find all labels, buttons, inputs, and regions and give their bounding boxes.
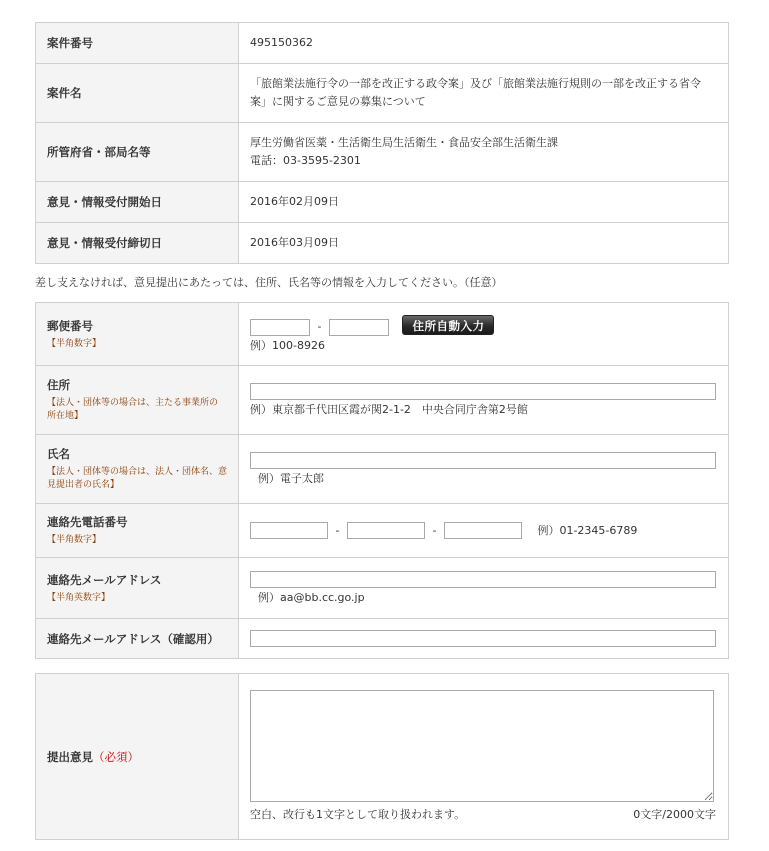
email-confirm-cell [239, 619, 729, 659]
tel-input-second[interactable] [347, 522, 425, 539]
address-note [47, 397, 227, 423]
address-note-line2: 所在地】 [47, 411, 84, 421]
required-mark: （必須） [93, 749, 139, 764]
opinion-header [36, 674, 239, 840]
name-label: 氏名 [47, 447, 70, 461]
deadline-row [36, 223, 729, 264]
case-title-label: 案件名 [36, 64, 239, 123]
email-header [36, 558, 239, 619]
case-title-line1: 「旅館業法施行令の一部を改正する政令案」及び「旅館業法施行規則の一部を改正する省令 [250, 77, 701, 90]
tel-input-first[interactable] [250, 522, 328, 539]
opinion-footer [250, 806, 716, 824]
address-label: 住所 [47, 378, 70, 392]
email-confirm-label: 連絡先メールアドレス（確認用） [36, 619, 239, 659]
address-note-line1: 【法人・団体等の場合は、主たる事業所の [47, 398, 219, 408]
ministry-row [36, 123, 729, 182]
address-header [36, 366, 239, 435]
ministry-label: 所管府省・部局名等 [36, 123, 239, 182]
start-date-label: 意見・情報受付開始日 [36, 182, 239, 223]
name-row [36, 435, 729, 504]
tel-row [36, 504, 729, 558]
start-date-row [36, 182, 729, 223]
submitter-info-table [35, 302, 729, 659]
start-date-value: 2016年02月09日 [239, 182, 729, 223]
zip-note: 【半角数字】 [47, 338, 102, 349]
tel-separator-1: - [335, 523, 340, 537]
name-note-line1: 【法人・団体等の場合は、法人・団体名、意 [47, 467, 228, 477]
email-confirm-row [36, 619, 729, 659]
email-label: 連絡先メールアドレス [47, 572, 162, 587]
opinion-hint: 空白、改行も1文字として取り扱われます。 [250, 807, 466, 821]
address-row [36, 366, 729, 435]
zip-header [36, 303, 239, 366]
opinion-cell [239, 674, 729, 840]
opinion-label: 提出意見 [47, 749, 93, 764]
tel-header [36, 504, 239, 558]
name-note [47, 466, 227, 492]
email-note: 【半角英数字】 [47, 592, 111, 603]
name-note-line2: 見提出者の氏名】 [47, 480, 120, 490]
email-example: 例）aa@bb.cc.go.jp [258, 590, 365, 604]
zip-label: 郵便番号 [47, 318, 93, 333]
opinion-textarea[interactable] [250, 690, 714, 802]
ministry-value [239, 123, 729, 182]
email-row [36, 558, 729, 619]
tel-label: 連絡先電話番号 [47, 515, 128, 529]
email-input[interactable] [250, 571, 716, 588]
name-header [36, 435, 239, 504]
email-confirm-input[interactable] [250, 630, 716, 647]
opinion-row [36, 674, 729, 840]
case-number-label: 案件番号 [36, 23, 239, 64]
name-input[interactable] [250, 452, 716, 469]
opinion-table [35, 673, 729, 840]
name-example: 例）電子太郎 [258, 471, 324, 485]
deadline-value: 2016年03月09日 [239, 223, 729, 264]
address-cell [239, 366, 729, 435]
zip-row [36, 303, 729, 366]
zip-cell [239, 303, 729, 366]
deadline-label: 意見・情報受付締切日 [36, 223, 239, 264]
auto-address-button[interactable]: 住所自動入力 [402, 315, 494, 335]
case-number-row [36, 23, 729, 64]
case-title-row [36, 64, 729, 123]
tel-example: 例）01-2345-6789 [537, 523, 638, 537]
tel-separator-2: - [432, 523, 437, 537]
intro-text: 差し支えなければ、意見提出にあたっては、住所、氏名等の情報を入力してください。（任意） [35, 276, 503, 289]
address-example: 例）東京都千代田区霞が関2-1-2 中央合同庁舎第2号館 [250, 402, 528, 416]
name-cell [239, 435, 729, 504]
tel-note: 【半角数字】 [47, 535, 102, 545]
case-title-line2: 案」に関するご意見の募集について [250, 95, 426, 108]
email-cell [239, 558, 729, 619]
zip-example: 例）100-8926 [250, 339, 325, 352]
address-input[interactable] [250, 383, 716, 400]
case-info-table [35, 22, 729, 264]
ministry-phone: 電話：03-3595-2301 [250, 154, 361, 167]
char-counter: 0文字/2000文字 [633, 807, 716, 821]
zip-input-second[interactable] [329, 319, 389, 336]
case-number-value: 495150362 [239, 23, 729, 64]
ministry-department: 厚生労働省医薬・生活衛生局生活衛生・食品安全部生活衛生課 [250, 136, 558, 149]
tel-cell [239, 504, 729, 558]
zip-separator: - [317, 320, 322, 333]
case-title-value [239, 64, 729, 123]
tel-input-third[interactable] [444, 522, 522, 539]
zip-input-first[interactable] [250, 319, 310, 336]
